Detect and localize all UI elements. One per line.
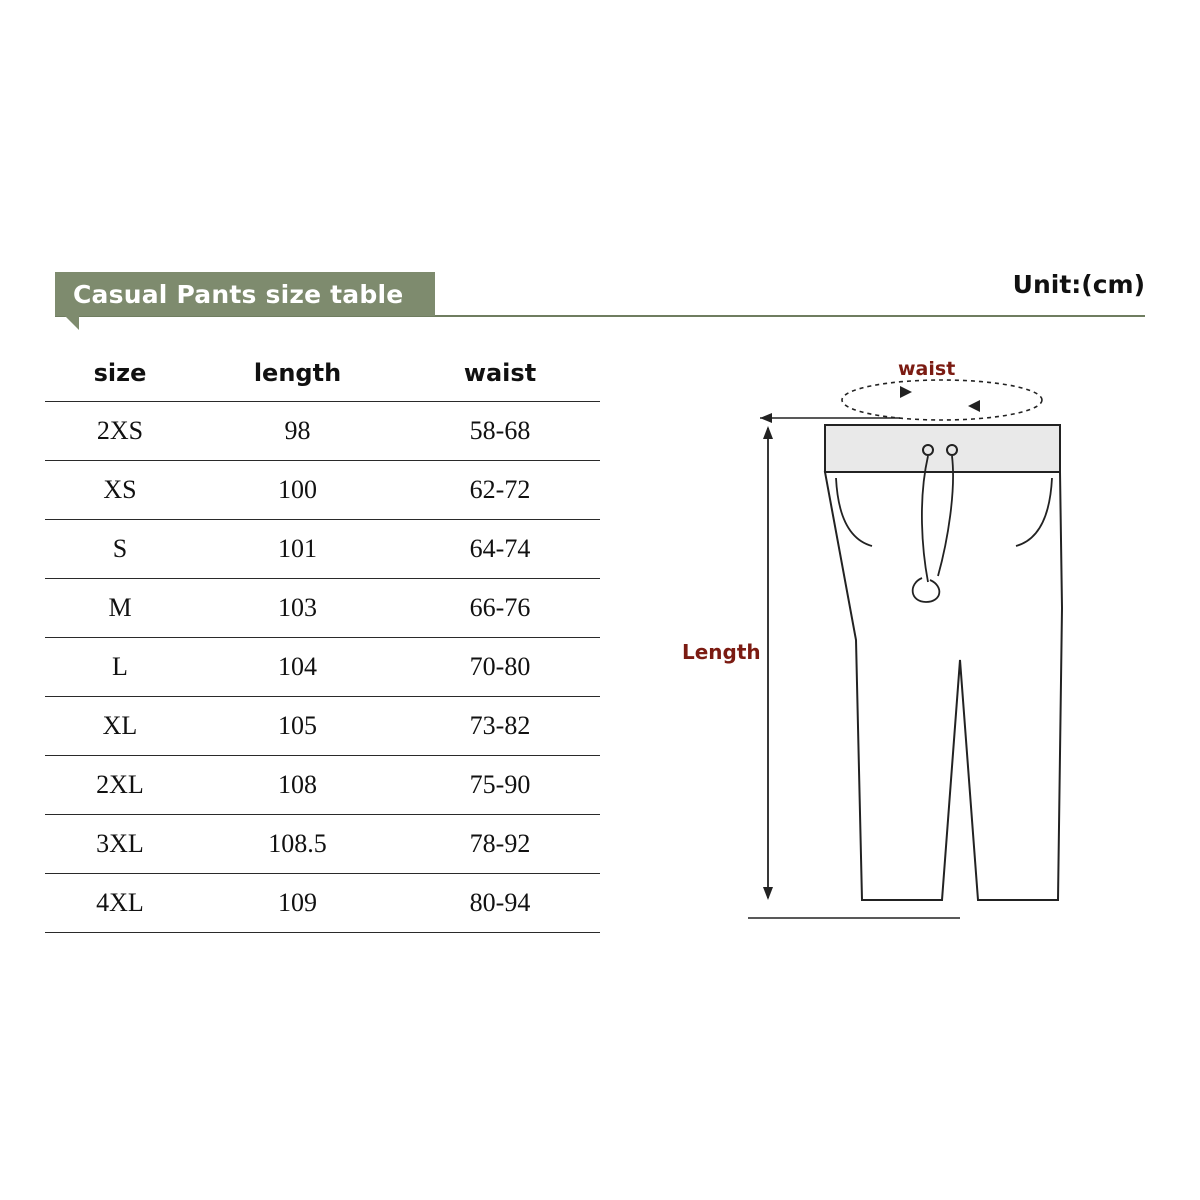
cell-waist: 64-74 (400, 520, 600, 579)
cell-length: 108.5 (195, 815, 400, 874)
cell-length: 109 (195, 874, 400, 933)
cell-length: 104 (195, 638, 400, 697)
cell-length: 105 (195, 697, 400, 756)
pants-body-outline (825, 472, 1062, 900)
cell-size: 2XS (45, 402, 195, 461)
table-body (45, 402, 600, 933)
cell-length: 98 (195, 402, 400, 461)
waist-arrow-left-icon (900, 386, 912, 398)
waist-arrow-right-icon (968, 400, 980, 412)
table-header-row (45, 345, 600, 402)
cell-waist: 75-90 (400, 756, 600, 815)
waist-leader-arrow-icon (760, 413, 772, 423)
size-table-container (45, 345, 600, 933)
cell-waist: 70-80 (400, 638, 600, 697)
cell-size: 2XL (45, 756, 195, 815)
waist-measure-ellipse (842, 380, 1042, 420)
cell-waist: 80-94 (400, 874, 600, 933)
chart-header (55, 272, 1145, 324)
cell-length: 103 (195, 579, 400, 638)
cell-length: 108 (195, 756, 400, 815)
table-row (45, 756, 600, 815)
waist-label: waist (898, 358, 956, 380)
table-row (45, 402, 600, 461)
cell-size: XL (45, 697, 195, 756)
column-header-size: size (45, 345, 195, 402)
column-header-length: length (195, 345, 400, 402)
cell-length: 100 (195, 461, 400, 520)
cell-size: XS (45, 461, 195, 520)
pants-diagram (660, 340, 1160, 940)
waistband-shape (825, 425, 1060, 472)
cell-length: 101 (195, 520, 400, 579)
cell-size: L (45, 638, 195, 697)
cell-size: S (45, 520, 195, 579)
size-table (45, 345, 600, 933)
unit-label: Unit:(cm) (1012, 270, 1145, 299)
cell-waist: 73-82 (400, 697, 600, 756)
length-label: Length (682, 640, 761, 664)
column-header-waist: waist (400, 345, 600, 402)
cell-waist: 78-92 (400, 815, 600, 874)
cell-size: 3XL (45, 815, 195, 874)
table-row (45, 874, 600, 933)
cell-waist: 58-68 (400, 402, 600, 461)
table-row (45, 638, 600, 697)
banner-notch-icon (65, 316, 79, 330)
table-row (45, 461, 600, 520)
title-banner (55, 272, 435, 316)
length-arrow-down-icon (763, 887, 773, 900)
table-row (45, 520, 600, 579)
cell-size: 4XL (45, 874, 195, 933)
page-title: Casual Pants size table (73, 279, 404, 309)
cell-size: M (45, 579, 195, 638)
length-arrow-up-icon (763, 426, 773, 439)
table-row (45, 815, 600, 874)
table-row (45, 697, 600, 756)
table-row (45, 579, 600, 638)
cell-waist: 66-76 (400, 579, 600, 638)
cell-waist: 62-72 (400, 461, 600, 520)
